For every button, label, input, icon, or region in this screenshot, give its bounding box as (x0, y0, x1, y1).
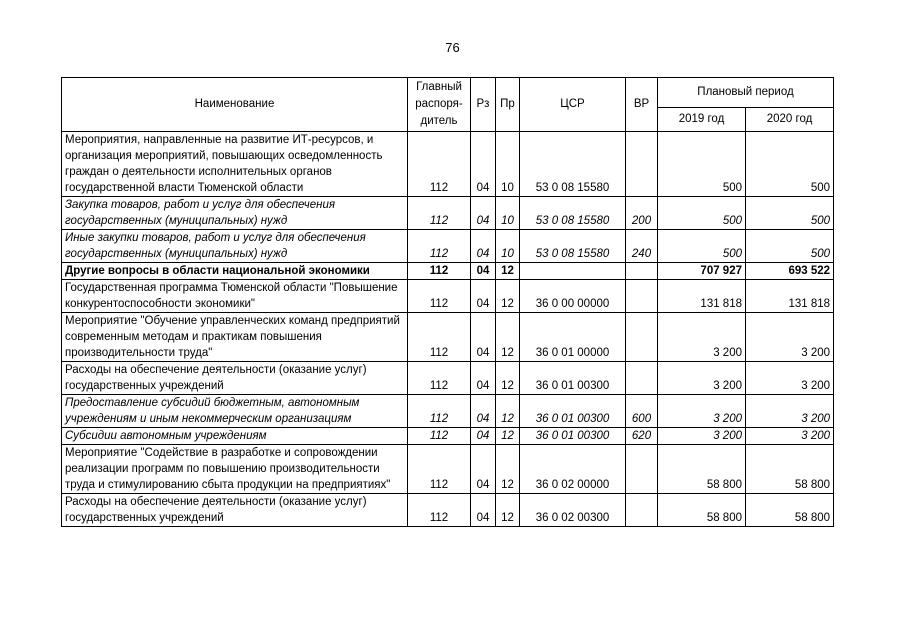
row-csr: 53 0 08 15580 (520, 197, 626, 230)
row-rz: 04 (471, 197, 496, 230)
row-csr: 53 0 08 15580 (520, 132, 626, 197)
row-2019: 707 927 (658, 263, 746, 280)
row-name: Расходы на обеспечение деятельности (оказание услуг) государственных учреждений (62, 362, 408, 395)
row-pr: 12 (496, 362, 520, 395)
header-plan-period: Плановый период (658, 78, 834, 108)
row-main-admin: 112 (408, 263, 471, 280)
row-2019: 3 200 (658, 313, 746, 362)
row-csr: 36 0 02 00300 (520, 494, 626, 527)
row-2019: 3 200 (658, 395, 746, 428)
row-name: Субсидии автономным учреждениям (62, 428, 408, 445)
row-2019: 131 818 (658, 280, 746, 313)
page-number: 76 (445, 40, 460, 55)
table-row (62, 494, 834, 527)
row-rz: 04 (471, 313, 496, 362)
table-row (62, 428, 834, 445)
row-rz: 04 (471, 132, 496, 197)
row-2019: 500 (658, 230, 746, 263)
row-2019: 3 200 (658, 362, 746, 395)
row-vr (626, 362, 658, 395)
row-2020: 3 200 (746, 395, 834, 428)
row-rz: 04 (471, 280, 496, 313)
row-main-admin: 112 (408, 362, 471, 395)
row-2019: 500 (658, 132, 746, 197)
header-csr: ЦСР (520, 78, 626, 132)
row-pr: 10 (496, 230, 520, 263)
row-vr: 240 (626, 230, 658, 263)
row-pr: 10 (496, 197, 520, 230)
table-row (62, 280, 834, 313)
row-2020: 3 200 (746, 428, 834, 445)
row-main-admin: 112 (408, 197, 471, 230)
row-vr (626, 280, 658, 313)
header-year-2019: 2019 год (658, 108, 746, 132)
row-vr (626, 313, 658, 362)
row-csr: 36 0 02 00000 (520, 445, 626, 494)
table-row (62, 313, 834, 362)
row-2020: 693 522 (746, 263, 834, 280)
row-csr: 36 0 01 00300 (520, 395, 626, 428)
row-2020: 3 200 (746, 313, 834, 362)
row-2019: 58 800 (658, 445, 746, 494)
row-vr: 620 (626, 428, 658, 445)
row-csr: 36 0 01 00300 (520, 362, 626, 395)
row-name: Расходы на обеспечение деятельности (оказание услуг) государственных учреждений (62, 494, 408, 527)
row-2020: 58 800 (746, 494, 834, 527)
row-rz: 04 (471, 395, 496, 428)
row-rz: 04 (471, 428, 496, 445)
row-csr: 36 0 01 00000 (520, 313, 626, 362)
row-name: Предоставление субсидий бюджетным, автономным учреждениям и иным некоммерческим организациям (62, 395, 408, 428)
row-csr: 36 0 01 00300 (520, 428, 626, 445)
row-2020: 500 (746, 230, 834, 263)
row-main-admin: 112 (408, 313, 471, 362)
row-rz: 04 (471, 445, 496, 494)
row-csr (520, 263, 626, 280)
header-vr: ВР (626, 78, 658, 132)
row-name: Мероприятия, направленные на развитие ИТ-ресурсов, и организация мероприятий, повышающих осведомленность граждан о деятельности исполнительных органов государственной власти Тюменской области (62, 132, 408, 197)
row-name: Мероприятие "Обучение управленческих команд предприятий современным методам и практикам повышения производительности труда" (62, 313, 408, 362)
row-2019: 58 800 (658, 494, 746, 527)
row-main-admin: 112 (408, 428, 471, 445)
header-main-admin: Главный распоря-дитель (408, 78, 471, 132)
header-name: Наименование (62, 78, 408, 132)
row-name: Иные закупки товаров, работ и услуг для обеспечения государственных (муниципальных) нужд (62, 230, 408, 263)
row-vr (626, 132, 658, 197)
table-row (62, 362, 834, 395)
row-vr: 200 (626, 197, 658, 230)
header-pr: Пр (496, 78, 520, 132)
row-pr: 12 (496, 280, 520, 313)
row-2020: 58 800 (746, 445, 834, 494)
row-2020: 500 (746, 132, 834, 197)
row-name: Закупка товаров, работ и услуг для обеспечения государственных (муниципальных) нужд (62, 197, 408, 230)
row-pr: 12 (496, 494, 520, 527)
row-vr (626, 445, 658, 494)
row-main-admin: 112 (408, 230, 471, 263)
row-vr (626, 494, 658, 527)
row-2019: 3 200 (658, 428, 746, 445)
row-name: Мероприятие "Содействие в разработке и сопровождении реализации программ по повышению производительности труда и стимулированию сбыта продукции на предприятиях" (62, 445, 408, 494)
row-2020: 131 818 (746, 280, 834, 313)
table-row (62, 395, 834, 428)
row-2019: 500 (658, 197, 746, 230)
row-rz: 04 (471, 494, 496, 527)
row-csr: 53 0 08 15580 (520, 230, 626, 263)
header-year-2020: 2020 год (746, 108, 834, 132)
row-vr (626, 263, 658, 280)
row-name: Государственная программа Тюменской области "Повышение конкурентоспособности экономики" (62, 280, 408, 313)
row-pr: 12 (496, 428, 520, 445)
row-csr: 36 0 00 00000 (520, 280, 626, 313)
row-main-admin: 112 (408, 395, 471, 428)
row-pr: 12 (496, 445, 520, 494)
row-rz: 04 (471, 230, 496, 263)
row-pr: 10 (496, 132, 520, 197)
row-main-admin: 112 (408, 132, 471, 197)
row-main-admin: 112 (408, 280, 471, 313)
budget-table (61, 77, 834, 527)
row-2020: 3 200 (746, 362, 834, 395)
row-main-admin: 112 (408, 494, 471, 527)
table-row (62, 132, 834, 197)
row-rz: 04 (471, 263, 496, 280)
row-rz: 04 (471, 362, 496, 395)
row-pr: 12 (496, 263, 520, 280)
row-pr: 12 (496, 395, 520, 428)
table-row (62, 197, 834, 230)
row-main-admin: 112 (408, 445, 471, 494)
row-pr: 12 (496, 313, 520, 362)
header-rz: Рз (471, 78, 496, 132)
table-row (62, 445, 834, 494)
table-row (62, 230, 834, 263)
row-2020: 500 (746, 197, 834, 230)
row-name: Другие вопросы в области национальной экономики (62, 263, 408, 280)
row-vr: 600 (626, 395, 658, 428)
table-row (62, 263, 834, 280)
